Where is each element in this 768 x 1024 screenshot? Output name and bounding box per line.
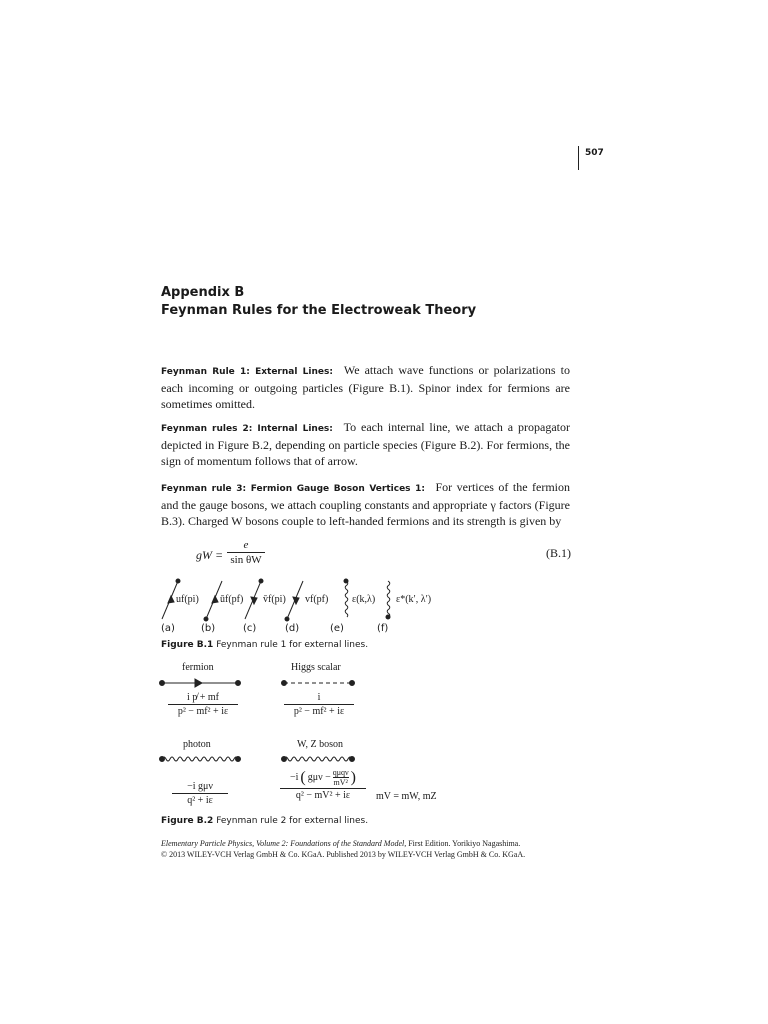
rule-1-lead: Feynman Rule 1: External Lines:	[161, 367, 333, 377]
photon-propagator-line	[160, 757, 241, 762]
letter-a: (a)	[161, 623, 175, 634]
wz-propagator-numerator	[280, 768, 366, 789]
wz-right-paren: )	[350, 768, 356, 786]
letter-f: (f)	[377, 623, 389, 634]
label-e: ε(k,λ)	[352, 594, 376, 605]
footer	[161, 838, 591, 860]
figure-b2-caption-text: Feynman rule 2 for external lines.	[216, 816, 369, 826]
equation-lhs: gW =	[196, 548, 224, 562]
figure-b2-top-lines	[155, 676, 365, 690]
letter-b: (b)	[201, 623, 216, 634]
figure-b2-caption-number: Figure B.2	[161, 816, 214, 826]
label-c: v̄f(pi)	[263, 594, 286, 605]
figure-b1-caption-number: Figure B.1	[161, 640, 214, 650]
appendix-title: Feynman Rules for the Electroweak Theory	[161, 303, 477, 318]
label-f: ε*(k′, λ′)	[396, 594, 432, 605]
rule-2-text: To each internal line, we attach a propagator depicted in Figure B.2, depending on particle species (Figure B.2). For fermions, the sign of momentum follows that of arrow.	[161, 420, 570, 468]
higgs-propagator-line	[282, 681, 355, 686]
photon-line-e	[344, 579, 348, 617]
fermion-propagator	[168, 692, 238, 717]
footer-book-title: Elementary Particle Physics, Volume 2: Foundations of the Standard Model,	[161, 839, 407, 848]
rule-3-text: For vertices of the fermion and the gauge bosons, we attach coupling constants and appropriate γ factors (Figure B.3). Charged W bosons couple to left-handed fermions and its strength is given by	[161, 480, 571, 528]
rule-1-paragraph	[161, 362, 570, 412]
wz-inner-fraction	[333, 768, 349, 787]
photon-line-f	[386, 581, 390, 619]
fermion-propagator-denominator: p² − mf² + iε	[177, 706, 229, 717]
wz-inner-denominator: mV²	[333, 778, 348, 787]
label-b: ūf(pf)	[220, 594, 244, 605]
figure-b2-bottom-lines	[155, 752, 365, 766]
rule-1-text: We attach wave functions or polarizations to each incoming or outgoing particles (Figure B.1). Spinor index for fermions are sometimes omitted.	[161, 363, 570, 411]
equation-label: (B.1)	[546, 546, 571, 560]
label-d: vf(pf)	[305, 594, 329, 605]
figure-b1-caption	[161, 640, 368, 650]
equation-fraction	[227, 539, 265, 566]
rule-3-paragraph	[161, 479, 570, 529]
line-c	[245, 579, 263, 619]
line-d	[285, 581, 303, 621]
equation-denominator: sin θW	[230, 554, 262, 566]
rule-2-lead: Feynman rules 2: Internal Lines:	[161, 424, 333, 434]
photon-label: photon	[183, 739, 211, 750]
wz-numerator-prefix: −i	[289, 772, 299, 783]
wz-propagator-denominator: q² − mV² + iε	[295, 790, 351, 801]
appendix-heading	[161, 284, 476, 320]
higgs-propagator-denominator: p² − mf² + iε	[293, 706, 345, 717]
higgs-label: Higgs scalar	[291, 662, 341, 673]
page-number: 507	[585, 148, 604, 158]
page-number-rule	[578, 146, 579, 170]
wz-numerator-inner: gμν −	[307, 772, 331, 783]
higgs-propagator	[284, 692, 354, 717]
wz-propagator-line	[282, 757, 355, 762]
wz-left-paren: (	[300, 768, 306, 786]
footer-copyright: © 2013 WILEY-VCH Verlag GmbH & Co. KGaA. Published 2013 by WILEY-VCH Verlag GmbH & Co. KGaA.	[161, 850, 526, 859]
higgs-propagator-numerator: i	[284, 692, 354, 705]
wz-inner-numerator: qμqν	[332, 768, 349, 777]
figure-b2-caption	[161, 816, 368, 826]
mass-note: mV = mW, mZ	[376, 791, 437, 802]
photon-propagator	[172, 781, 228, 806]
letter-e: (e)	[330, 623, 344, 634]
equation-numerator: e	[227, 539, 265, 553]
label-a: uf(pi)	[176, 594, 199, 605]
photon-propagator-numerator: −i gμν	[172, 781, 228, 794]
rule-2-paragraph	[161, 419, 570, 469]
fermion-propagator-numerator: i p̸ + mf	[168, 692, 238, 705]
fermion-propagator-line	[160, 679, 241, 687]
wz-propagator	[280, 768, 366, 801]
fermion-label: fermion	[182, 662, 214, 673]
wz-label: W, Z boson	[297, 739, 344, 750]
letter-c: (c)	[243, 623, 257, 634]
figure-b1-caption-text: Feynman rule 1 for external lines.	[216, 640, 369, 650]
letter-d: (d)	[285, 623, 300, 634]
photon-propagator-denominator: q² + iε	[187, 795, 213, 806]
footer-book-rest: First Edition. Yorikiyo Nagashima.	[408, 839, 521, 848]
appendix-label: Appendix B	[161, 285, 245, 300]
footer-book-line	[161, 838, 591, 849]
rule-3-lead: Feynman rule 3: Fermion Gauge Boson Vertices 1:	[161, 484, 426, 494]
